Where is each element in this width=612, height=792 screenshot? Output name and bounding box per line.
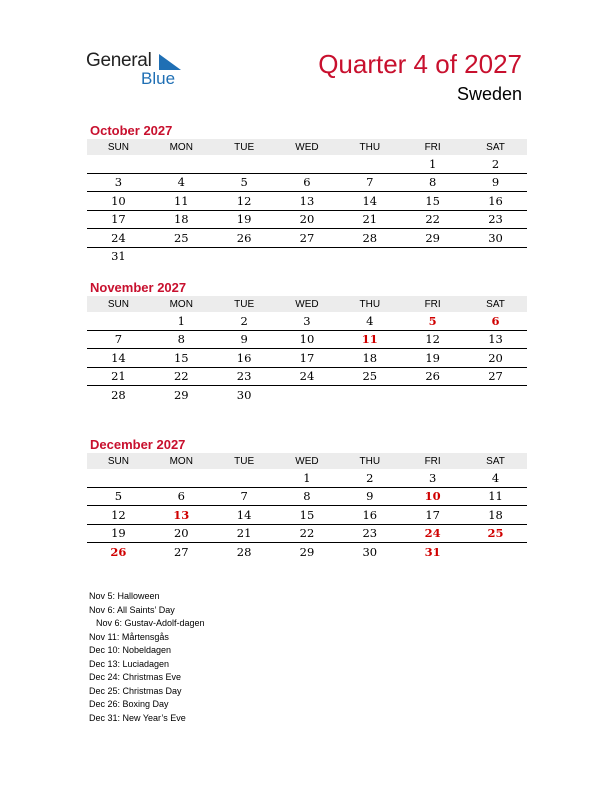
logo <box>86 50 196 90</box>
day-cell: 22 <box>401 210 464 229</box>
day-cell: 9 <box>338 487 401 506</box>
empty-day-cell <box>213 247 276 265</box>
day-cell: 24 <box>87 229 150 248</box>
day-cell: 12 <box>401 330 464 349</box>
day-cell: 10 <box>87 192 150 211</box>
month-october <box>87 122 527 265</box>
empty-day-cell <box>338 247 401 265</box>
day-cell: 16 <box>213 349 276 368</box>
calendar-grid <box>87 139 527 265</box>
day-cell: 20 <box>276 210 339 229</box>
holiday-list-item: Dec 13: Luciadagen <box>89 658 170 669</box>
holiday-day-cell: 26 <box>110 544 127 559</box>
weekday-header-row <box>87 139 527 155</box>
empty-day-cell <box>338 155 401 173</box>
day-cell: 19 <box>87 524 150 543</box>
day-cell: 3 <box>276 312 339 330</box>
empty-day-cell <box>150 469 213 487</box>
day-cell: 7 <box>338 173 401 192</box>
calendar-grid <box>87 453 527 561</box>
day-cell: 4 <box>464 469 527 487</box>
day-cell: 17 <box>87 210 150 229</box>
day-cell: 14 <box>87 349 150 368</box>
day-cell: 10 <box>276 330 339 349</box>
week-row <box>87 330 527 349</box>
day-cell: 24 <box>276 367 339 386</box>
weekday-tue: TUE <box>213 139 276 155</box>
day-cell: 26 <box>401 367 464 386</box>
day-cell: 11 <box>150 192 213 211</box>
weekday-thu: THU <box>338 453 401 469</box>
empty-day-cell <box>276 155 339 173</box>
day-cell: 26 <box>213 229 276 248</box>
day-cell: 3 <box>401 469 464 487</box>
weekday-sun: SUN <box>87 139 150 155</box>
weekday-mon: MON <box>150 139 213 155</box>
weekday-sat: SAT <box>464 139 527 155</box>
day-cell: 2 <box>213 312 276 330</box>
day-cell: 18 <box>338 349 401 368</box>
day-cell: 2 <box>338 469 401 487</box>
day-cell: 15 <box>401 192 464 211</box>
empty-day-cell <box>401 386 464 404</box>
weekday-tue: TUE <box>213 453 276 469</box>
weekday-wed: WED <box>276 139 339 155</box>
calendar-grid <box>87 296 527 404</box>
page-title: Quarter 4 of 2027 <box>318 49 522 79</box>
day-cell: 4 <box>150 173 213 192</box>
holiday-day-cell: 13 <box>150 506 213 525</box>
day-cell: 8 <box>276 487 339 506</box>
week-row <box>87 487 527 506</box>
country-name: Sweden <box>456 84 522 104</box>
holiday-day-cell: 5 <box>401 312 464 330</box>
holiday-list-item: Nov 5: Halloween <box>89 591 160 601</box>
day-cell: 29 <box>299 544 315 559</box>
day-cell: 19 <box>213 210 276 229</box>
day-cell: 28 <box>111 387 126 402</box>
weekday-thu: THU <box>338 139 401 155</box>
day-cell: 23 <box>464 210 527 229</box>
weekday-header-row <box>87 296 527 312</box>
weekday-fri: FRI <box>401 453 464 469</box>
week-row <box>87 312 527 330</box>
holiday-day-cell: 31 <box>424 544 441 559</box>
empty-day-cell <box>213 155 276 173</box>
holiday-list-item: Dec 10: Nobeldagen <box>89 645 172 655</box>
month-title: December 2027 <box>90 437 186 452</box>
day-cell: 21 <box>87 367 150 386</box>
holiday-list-item: Dec 31: New Year’s Eve <box>89 712 186 723</box>
weekday-sun: SUN <box>87 296 150 312</box>
weekday-sat: SAT <box>464 296 527 312</box>
day-cell: 1 <box>150 312 213 330</box>
month-title: November 2027 <box>90 280 187 295</box>
day-cell: 15 <box>150 349 213 368</box>
day-cell: 16 <box>338 506 401 525</box>
day-cell: 12 <box>87 506 150 525</box>
day-cell: 4 <box>338 312 401 330</box>
week-row <box>87 469 527 487</box>
holiday-list <box>89 590 205 725</box>
day-cell: 2 <box>464 155 527 173</box>
weekday-mon: MON <box>150 296 213 312</box>
weekday-sun: SUN <box>87 453 150 469</box>
weekday-sat: SAT <box>464 453 527 469</box>
logo-flag-icon <box>159 54 181 70</box>
day-cell: 20 <box>464 349 527 368</box>
day-cell: 3 <box>87 173 150 192</box>
day-cell: 25 <box>150 229 213 248</box>
day-cell: 18 <box>464 506 527 525</box>
weekday-tue: TUE <box>213 296 276 312</box>
logo-general: General <box>86 50 152 71</box>
holiday-list-item: Nov 6: Gustav-Adolf-dagen <box>96 618 205 628</box>
empty-day-cell <box>464 543 527 561</box>
day-cell: 8 <box>150 330 213 349</box>
empty-day-cell <box>87 469 150 487</box>
holiday-list-item: Nov 11: Mårtensgås <box>89 631 169 642</box>
day-cell: 13 <box>464 330 527 349</box>
holiday-list-item: Dec 25: Christmas Day <box>89 685 182 696</box>
day-cell: 29 <box>401 229 464 248</box>
day-cell: 17 <box>401 506 464 525</box>
empty-day-cell <box>276 386 339 404</box>
day-cell: 14 <box>213 506 276 525</box>
empty-day-cell <box>338 386 401 404</box>
holiday-list-item: Dec 24: Christmas Eve <box>89 672 182 682</box>
week-row <box>87 543 527 561</box>
day-cell: 9 <box>464 173 527 192</box>
logo-blue: Blue <box>141 69 176 88</box>
day-cell: 30 <box>464 229 527 248</box>
weekday-header-row <box>87 453 527 469</box>
day-cell: 30 <box>362 544 378 559</box>
week-row <box>87 367 527 386</box>
day-cell: 31 <box>111 249 126 264</box>
day-cell: 27 <box>276 229 339 248</box>
month-november <box>87 279 527 404</box>
day-cell: 11 <box>464 487 527 506</box>
weekday-fri: FRI <box>401 296 464 312</box>
day-cell: 22 <box>276 524 339 543</box>
weekday-wed: WED <box>276 453 339 469</box>
day-cell: 6 <box>276 173 339 192</box>
holiday-day-cell: 10 <box>401 487 464 506</box>
day-cell: 19 <box>401 349 464 368</box>
week-row <box>87 506 527 525</box>
empty-day-cell <box>87 155 150 173</box>
holiday-day-cell: 24 <box>401 524 464 543</box>
week-row <box>87 173 527 192</box>
holiday-list-item: Dec 26: Boxing Day <box>89 699 169 709</box>
empty-day-cell <box>276 247 339 265</box>
holiday-day-cell: 6 <box>464 312 527 330</box>
day-cell: 18 <box>150 210 213 229</box>
day-cell: 27 <box>173 544 189 559</box>
day-cell: 21 <box>213 524 276 543</box>
day-cell: 27 <box>464 367 527 386</box>
day-cell: 5 <box>213 173 276 192</box>
day-cell: 1 <box>401 155 464 173</box>
empty-day-cell <box>150 155 213 173</box>
day-cell: 28 <box>338 229 401 248</box>
holiday-day-cell: 11 <box>338 330 401 349</box>
week-row <box>87 192 527 211</box>
day-cell: 23 <box>213 367 276 386</box>
empty-day-cell <box>464 247 527 265</box>
day-cell: 21 <box>338 210 401 229</box>
day-cell: 17 <box>276 349 339 368</box>
empty-day-cell <box>150 247 213 265</box>
week-row <box>87 229 527 248</box>
day-cell: 8 <box>401 173 464 192</box>
month-december <box>87 436 527 561</box>
week-row <box>87 210 527 229</box>
weekday-thu: THU <box>338 296 401 312</box>
weekday-mon: MON <box>150 453 213 469</box>
day-cell: 14 <box>338 192 401 211</box>
day-cell: 6 <box>150 487 213 506</box>
day-cell: 30 <box>236 387 252 402</box>
empty-day-cell <box>464 386 527 404</box>
day-cell: 9 <box>213 330 276 349</box>
day-cell: 15 <box>276 506 339 525</box>
empty-day-cell <box>87 312 150 330</box>
day-cell: 16 <box>464 192 527 211</box>
day-cell: 25 <box>338 367 401 386</box>
week-row <box>87 247 527 265</box>
week-row <box>87 524 527 543</box>
week-row <box>87 349 527 368</box>
month-title: October 2027 <box>90 123 173 138</box>
day-cell: 23 <box>338 524 401 543</box>
empty-day-cell <box>401 247 464 265</box>
day-cell: 1 <box>276 469 339 487</box>
weekday-wed: WED <box>276 296 339 312</box>
day-cell: 29 <box>173 387 189 402</box>
day-cell: 28 <box>236 544 252 559</box>
holiday-list-item: Nov 6: All Saints’ Day <box>89 604 175 615</box>
day-cell: 12 <box>213 192 276 211</box>
day-cell: 7 <box>213 487 276 506</box>
day-cell: 20 <box>150 524 213 543</box>
day-cell: 13 <box>276 192 339 211</box>
week-row <box>87 155 527 173</box>
day-cell: 22 <box>150 367 213 386</box>
weekday-fri: FRI <box>401 139 464 155</box>
empty-day-cell <box>213 469 276 487</box>
day-cell: 5 <box>87 487 150 506</box>
day-cell: 7 <box>87 330 150 349</box>
holiday-day-cell: 25 <box>464 524 527 543</box>
week-row <box>87 386 527 404</box>
